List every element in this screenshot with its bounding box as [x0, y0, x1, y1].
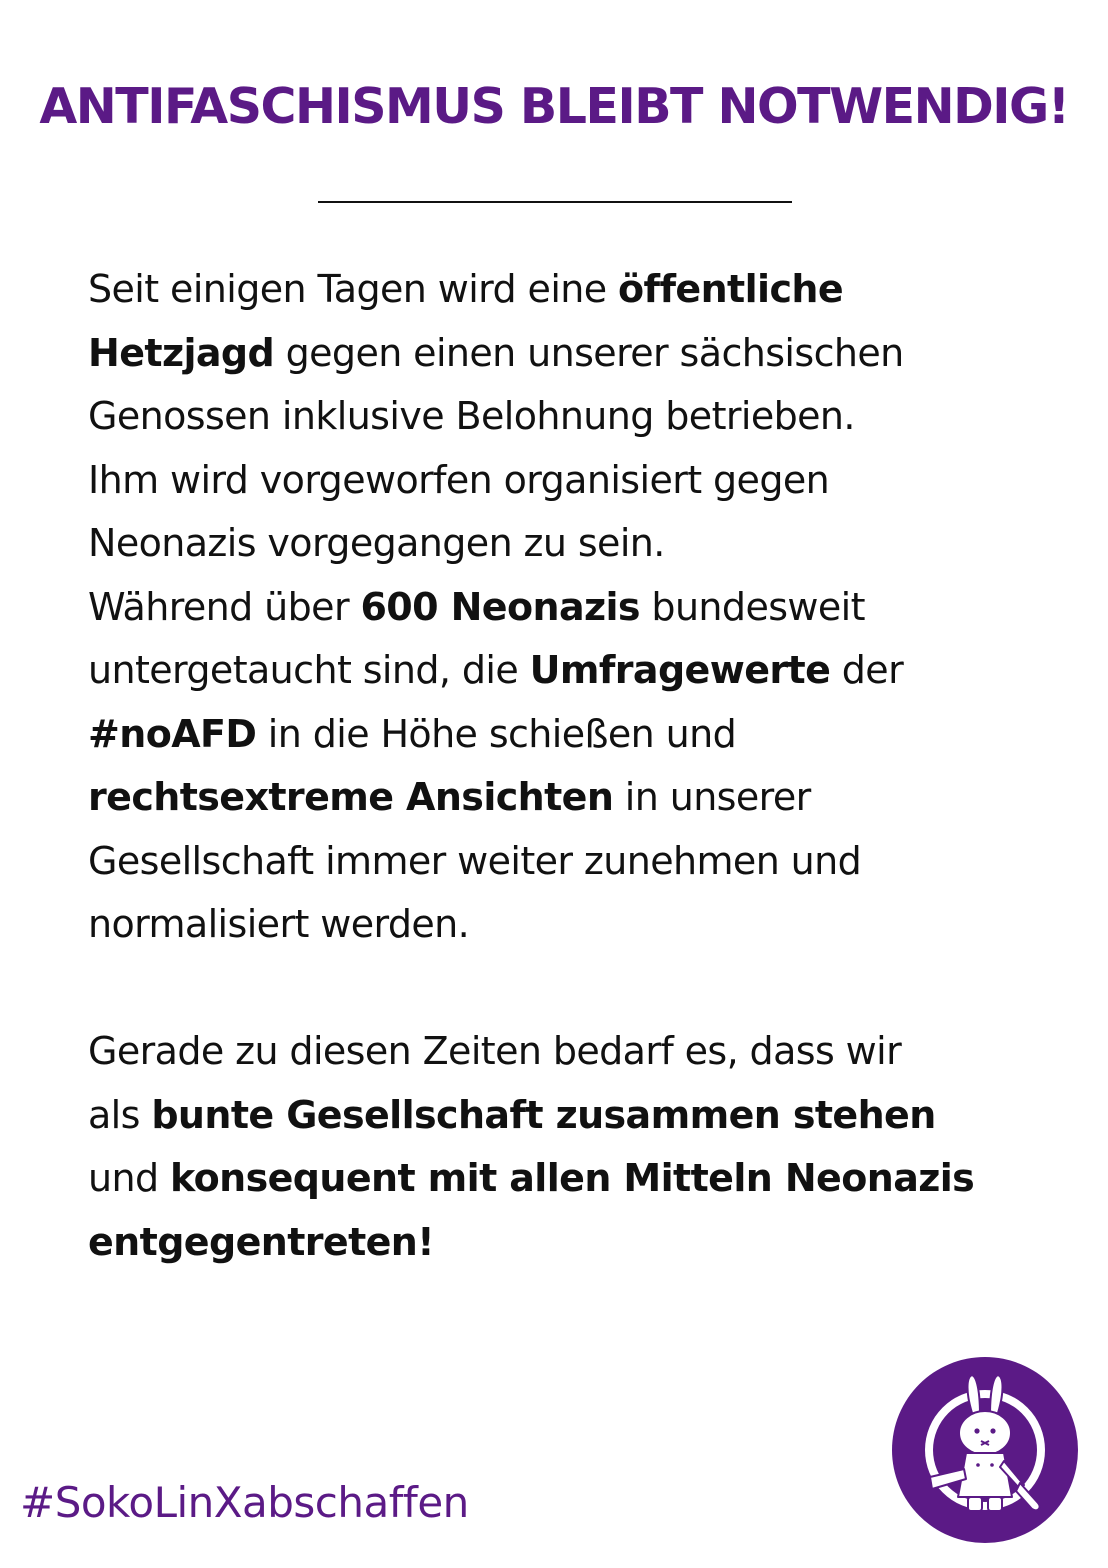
- hashtag-text: #SokoLinXabschaffen: [20, 1478, 469, 1527]
- antifa-bunny-logo-icon: [892, 1357, 1078, 1543]
- body-text: [88, 258, 1078, 1274]
- text-line: Neonazis vorgegangen zu sein.: [88, 521, 665, 565]
- text-span: Seit einigen Tagen wird eine: [88, 267, 619, 311]
- text-span: als: [88, 1092, 152, 1137]
- page-title: ANTIFASCHISMUS BLEIBT NOTWENDIG!: [39, 78, 1069, 135]
- text-line: Ihm wird vorgeworfen organisiert gegen: [88, 457, 830, 502]
- bold-text: Umfragewerte: [529, 648, 831, 692]
- text-line: [88, 1084, 1078, 1148]
- text-line: [88, 322, 1078, 386]
- bold-text: bunte Gesellschaft zusammen stehen: [151, 1092, 936, 1137]
- text-line: [88, 1211, 1078, 1275]
- bold-text: #noAFD: [88, 711, 257, 756]
- text-span: in die Höhe schießen und: [256, 711, 737, 756]
- text-line: [88, 1147, 1078, 1211]
- text-span: Während über: [88, 584, 361, 629]
- text-span: untergetaucht sind, die: [88, 648, 530, 692]
- text-line: [88, 576, 1078, 640]
- text-line: Gerade zu diesen Zeiten bedarf es, dass wir: [88, 1029, 902, 1073]
- text-span: bundesweit: [639, 584, 865, 629]
- bold-text: konsequent mit allen Mitteln Neonazis: [169, 1156, 975, 1200]
- bold-text: öffentliche: [618, 267, 843, 311]
- title-divider: [318, 201, 792, 203]
- text-span: in unserer: [613, 775, 811, 819]
- bold-text: Hetzjagd: [88, 330, 275, 375]
- text-line: [88, 258, 1078, 322]
- bold-text: rechtsextreme Ansichten: [88, 775, 614, 819]
- text-line: [88, 703, 1078, 767]
- text-line: Gesellschaft immer weiter zunehmen und: [88, 838, 862, 883]
- text-span: und: [88, 1156, 170, 1200]
- text-span: gegen einen unserer sächsischen: [274, 330, 904, 375]
- bold-text: 600 Neonazis: [360, 584, 640, 629]
- paragraph-gap: [88, 957, 1078, 1021]
- bold-text: entgegentreten!: [88, 1219, 434, 1264]
- text-line: [88, 766, 1078, 830]
- text-line: normalisiert werden.: [88, 902, 470, 946]
- text-line: [88, 639, 1078, 703]
- text-span: der: [830, 648, 904, 692]
- text-line: Genossen inklusive Belohnung betrieben.: [88, 394, 855, 438]
